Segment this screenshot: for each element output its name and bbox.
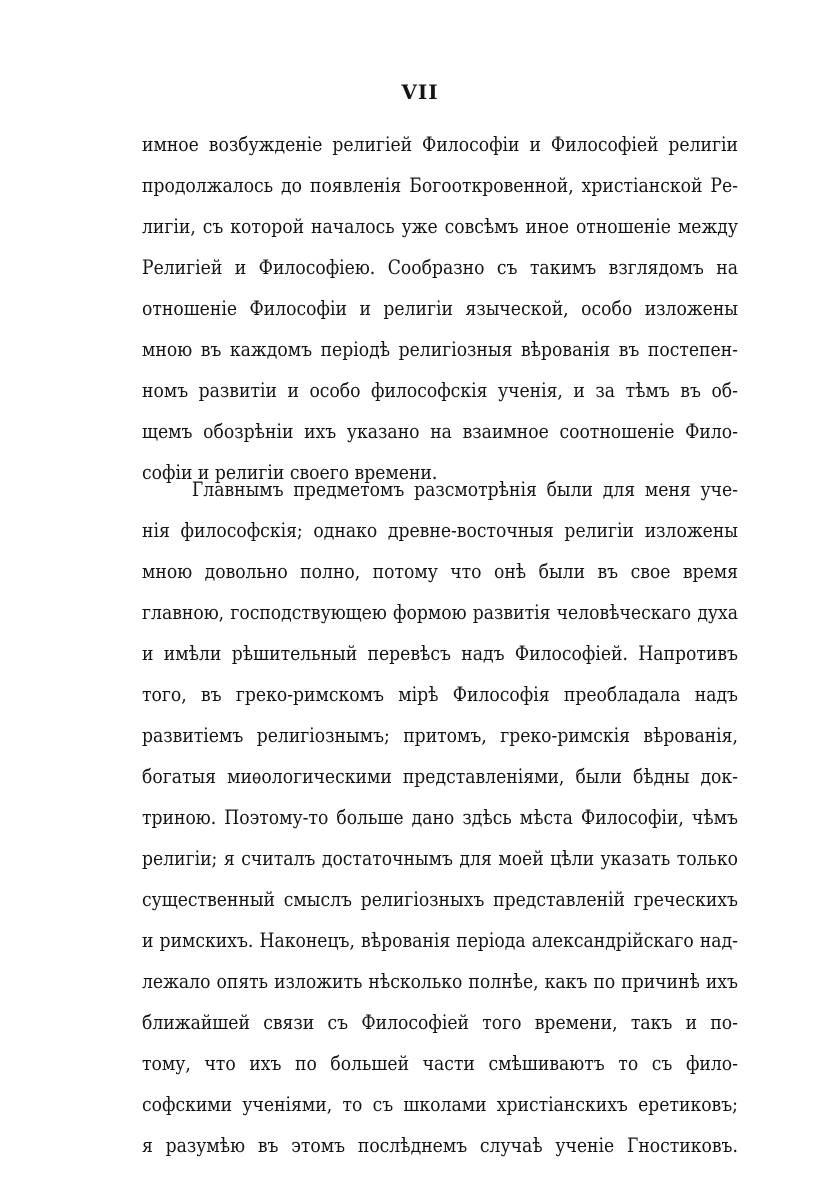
text-line: и имѣли рѣшительный перевѣсъ надъ Философіей. Напротивъ <box>142 641 738 665</box>
text-line: существенный смыслъ религіозныхъ представленій греческихъ <box>142 887 738 911</box>
text-line: богатыя миѳологическими представленіями, были бѣдны док- <box>142 764 738 788</box>
text-line: номъ развитіи и особо философскія ученія, и за тѣмъ въ об- <box>142 378 738 402</box>
text-line: и римскихъ. Наконецъ, вѣрованія періода александрійскаго над- <box>142 928 738 952</box>
paragraph-1 <box>142 124 738 493</box>
text-line: лежало опять изложить нѣсколько полнѣе, какъ по причинѣ ихъ <box>142 969 738 993</box>
text-line: продолжалось до появленія Богооткровенной, христіанской Ре- <box>142 173 738 197</box>
text-line: мною въ каждомъ періодѣ религіозныя вѣрованія въ постепен- <box>142 337 738 361</box>
text-line: отношеніе Философіи и религіи языческой, особо изложены <box>142 296 738 320</box>
text-line: я разумѣю въ этомъ послѣднемъ случаѣ ученіе Гностиковъ. <box>142 1133 738 1157</box>
text-line: триною. Поэтому-то больше дано здѣсь мѣста Философіи, чѣмъ <box>142 805 738 829</box>
text-line: нія философскія; однако древне-восточныя религіи изложены <box>142 518 738 542</box>
text-line: щемъ обозрѣніи ихъ указано на взаимное соотношеніе Фило- <box>142 419 738 443</box>
text-line: главною, господствующею формою развитія человѣческаго духа <box>142 600 738 624</box>
paragraph-2 <box>142 469 738 1166</box>
text-line: софскими ученіями, то съ школами христіанскихъ еретиковъ; <box>142 1092 738 1116</box>
text-line: софіи и религіи своего времени. <box>142 460 438 484</box>
text-line: лигіи, съ которой началось уже совсѣмъ иное отношеніе между <box>142 214 738 238</box>
text-line: Религіей и Философіею. Сообразно съ такимъ взглядомъ на <box>142 255 738 279</box>
text-line: ближайшей связи съ Философіей того времени, такъ и по- <box>142 1010 738 1034</box>
text-line: развитіемъ религіознымъ; притомъ, греко-римскія вѣрованія, <box>142 723 738 747</box>
text-line: имное возбужденіе религіей Философіи и Философіей религіи <box>142 132 738 156</box>
text-line: тому, что ихъ по большей части смѣшиваютъ то съ фило- <box>142 1051 738 1075</box>
text-line: религіи; я считалъ достаточнымъ для моей цѣли указать только <box>142 846 738 870</box>
text-line: мною довольно полно, потому что онѣ были въ свое время <box>142 559 738 583</box>
text-line: Главнымъ предметомъ разсмотрѣнія были для меня уче- <box>191 477 738 501</box>
text-line: того, въ греко-римскомъ мірѣ Философія преобладала надъ <box>142 682 738 706</box>
page-number: VII <box>401 80 439 104</box>
